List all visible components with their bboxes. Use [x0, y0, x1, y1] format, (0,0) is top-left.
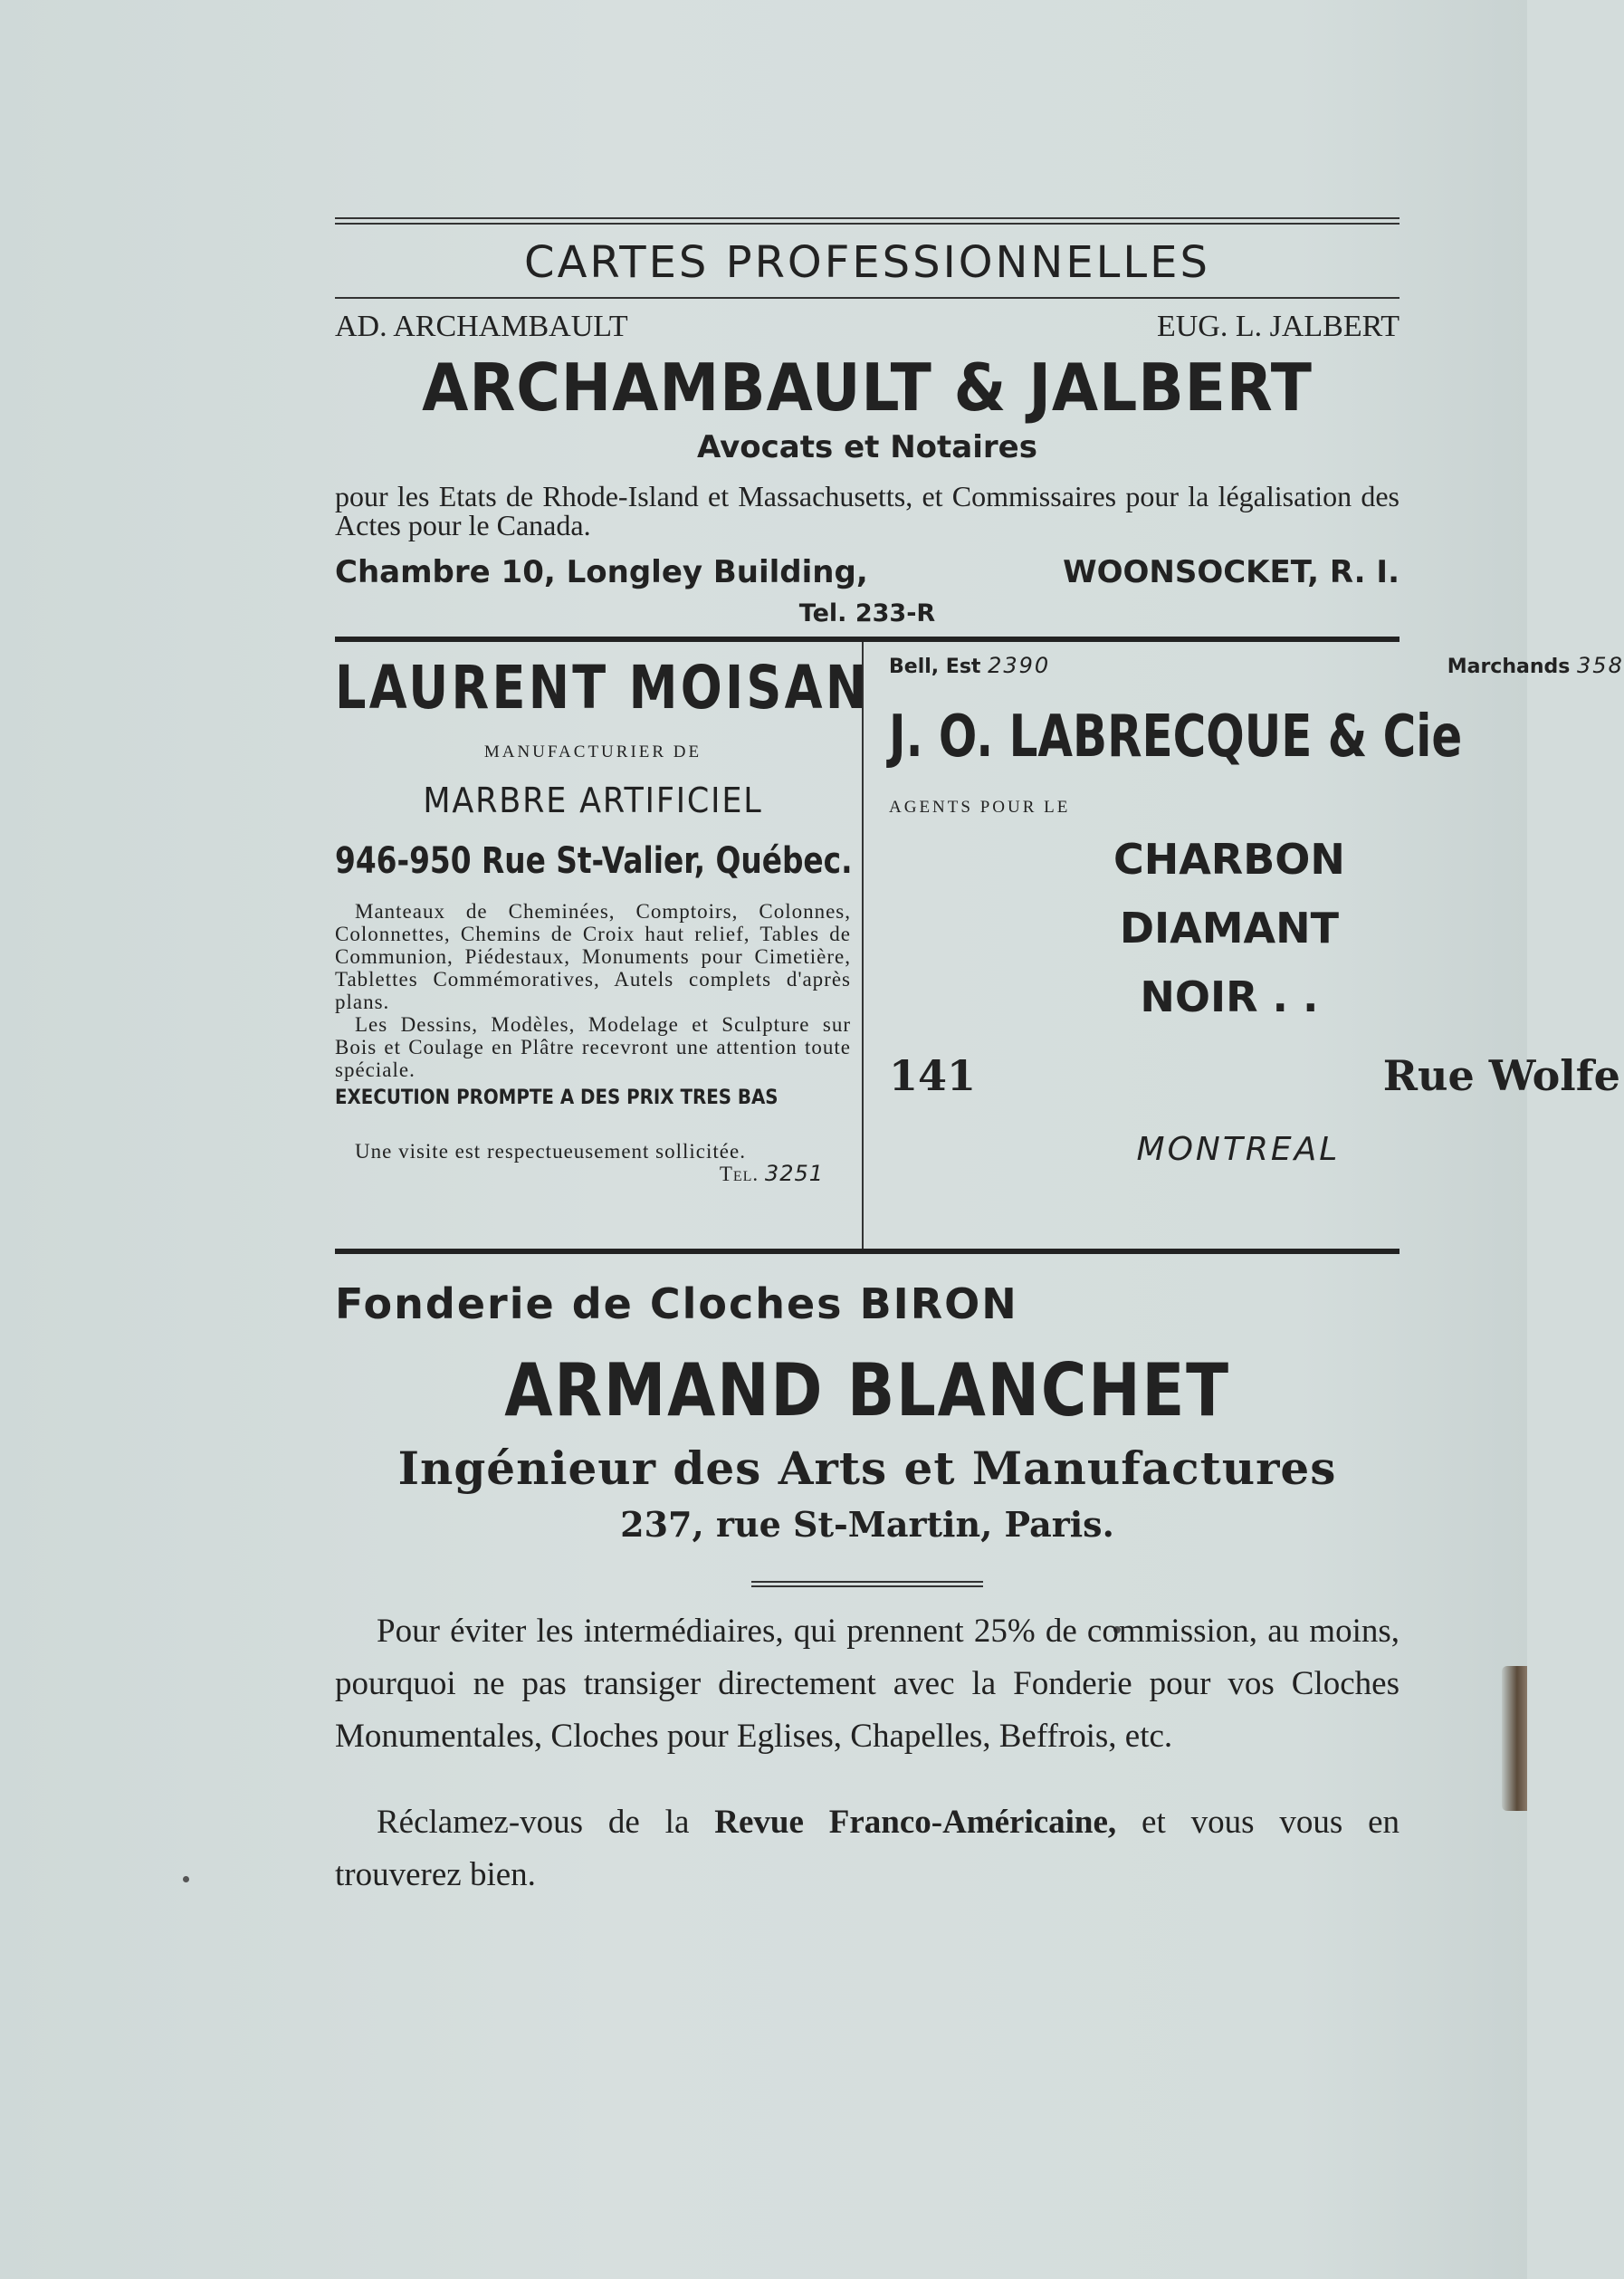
product-line-3: NOIR . .: [1140, 972, 1319, 1021]
moisan-telephone: [700, 1163, 824, 1185]
card-archambault-jalbert: [335, 217, 1400, 627]
fonderie-title: Fonderie de Cloches BIRON: [335, 1279, 1018, 1328]
partner-left: AD. ARCHAMBAULT: [335, 310, 628, 343]
moisan-visite: [335, 1140, 851, 1186]
product-line-1: CHARBON: [1113, 835, 1345, 884]
paper-speck: [183, 1876, 189, 1882]
bell-label: Bell, Est: [889, 656, 981, 678]
firm-address-left: Chambre 10, Longley Building,: [335, 554, 868, 590]
moisan-para-1: Manteaux de Cheminées, Comptoirs, Colonnes, Colonnettes, Chemins de Croix haut relief, Tables de Communion, Piédestaux, Monuments pour Cimetière, Tablettes Commémoratives, Autels complets d'après plans.: [335, 900, 851, 1013]
partner-names: [335, 310, 1400, 344]
labrecque-product: [889, 825, 1624, 1031]
street-number: 141: [889, 1051, 977, 1100]
card-laurent-moisan: [335, 642, 870, 1249]
labrecque-agents: AGENTS POUR LE: [889, 798, 1071, 817]
moisan-para-2: Les Dessins, Modèles, Modelage et Sculpture sur Bois et Coulage en Plâtre recevront une attention toute spéciale.: [335, 1013, 851, 1081]
document-content: [335, 217, 1624, 1935]
labrecque-phones: [889, 653, 1624, 678]
fonderie-paragraph-1: Pour éviter les intermédiaires, qui prennent 25% de commission, au moins, pourquoi ne pas transiger directement avec la Fonderie pour vos Cloches Monumentales, Cloches pour Eglises, Chapelles, Beffrois, etc.: [335, 1613, 1400, 1755]
card-fonderie-biron: [335, 1279, 1400, 1901]
two-column-cards: [335, 642, 1624, 1249]
fonderie-name: ARMAND BLANCHET: [504, 1348, 1230, 1432]
fonderie-address: 237, rue St-Martin, Paris.: [620, 1504, 1114, 1545]
moisan-tel-number: 3251: [764, 1161, 824, 1186]
binding-edge: [1502, 1666, 1527, 1811]
moisan-execution: EXECUTION PROMPTE A DES PRIX TRES BAS: [335, 1087, 779, 1109]
fonderie-profession: Ingénieur des Arts et Manufactures: [397, 1441, 1337, 1495]
firm-description: pour les Etats de Rhode-Island et Massachusetts, et Commissaires pour la légalisation des Actes pour le Canada.: [335, 480, 1400, 541]
labrecque-address: [889, 1051, 1624, 1100]
firm-telephone: Tel. 233-R: [798, 599, 936, 627]
moisan-address: 946-950 Rue St-Valier, Québec.: [335, 840, 853, 882]
labrecque-bell: [889, 653, 1050, 678]
title-rule: [335, 297, 1400, 299]
moisan-description: [335, 900, 851, 1081]
marchands-label: Marchands: [1447, 656, 1571, 678]
moisan-manufacturier: MANUFACTURIER DE: [483, 742, 702, 761]
para2-start: Réclamez-vous de la: [377, 1804, 690, 1841]
card-labrecque: [864, 642, 1624, 1249]
labrecque-marchands: [1447, 653, 1624, 678]
labrecque-city: MONTREAL: [1136, 1131, 1341, 1168]
revue-name: Revue Franco-Américaine,: [714, 1804, 1117, 1841]
firm-subtitle: Avocats et Notaires: [697, 429, 1037, 465]
moisan-name: LAURENT MOISAN: [335, 653, 870, 723]
moisan-visite-text: Une visite est respectueusement sollicitée.: [355, 1140, 746, 1163]
labrecque-name: J. O. LABRECQUE & Cie: [889, 704, 1463, 771]
marchands-number: 358: [1577, 653, 1624, 678]
para2-end: et vous vous en trouverez bien.: [335, 1804, 1400, 1893]
top-double-rule: [335, 217, 1400, 225]
moisan-product: MARBRE ARTIFICIEL: [423, 780, 763, 820]
ornamental-rule: [751, 1581, 983, 1587]
section-title: CARTES PROFESSIONNELLES: [524, 237, 1210, 288]
partner-right: EUG. L. JALBERT: [1156, 310, 1400, 343]
bell-number: 2390: [988, 653, 1051, 678]
section-divider: [335, 1249, 1400, 1254]
fonderie-paragraph-2: [335, 1796, 1400, 1901]
firm-name: ARCHAMBAULT & JALBERT: [422, 350, 1313, 426]
firm-address: [335, 554, 1400, 590]
firm-address-right: WOONSOCKET, R. I.: [1063, 554, 1400, 590]
street-name: Rue Wolfe: [1382, 1051, 1620, 1100]
product-line-2: DIAMANT: [1119, 904, 1339, 953]
moisan-tel-label: Tel.: [719, 1163, 759, 1185]
